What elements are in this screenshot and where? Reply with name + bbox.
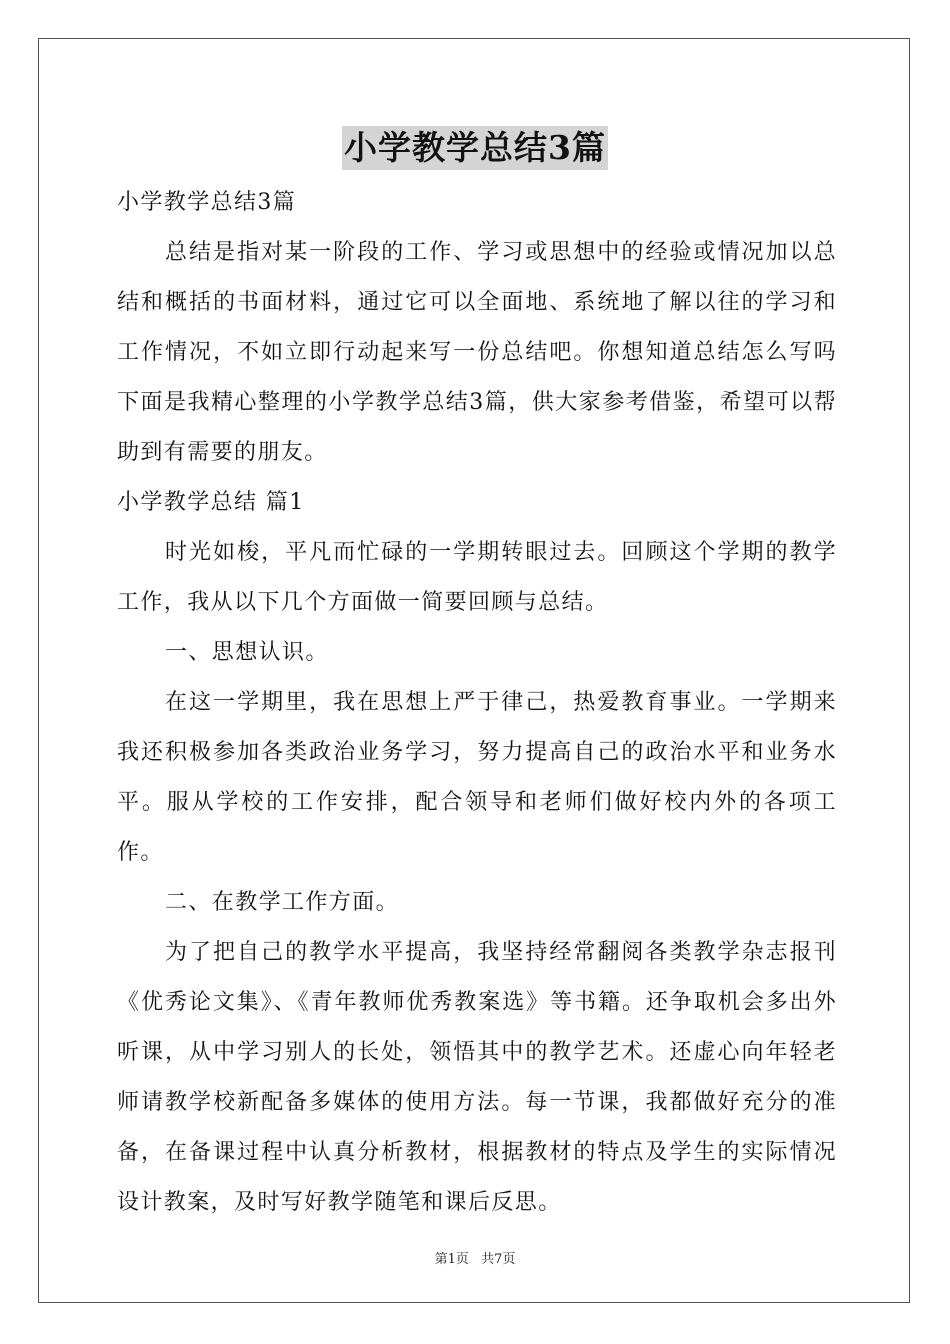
- paragraph-ideology: 在这一学期里，我在思想上严于律己，热爱教育事业。一学期来我还积极参加各类政治业务学习，努力提高自己的政治水平和业务水平。服从学校的工作安排，配合领导和老师们做好校内外的各项工作。: [117, 690, 837, 865]
- document-subtitle: 小学教学总结3篇: [117, 190, 297, 215]
- section-heading-ideology: 一、思想认识。: [165, 640, 329, 665]
- section-heading-teaching: 二、在教学工作方面。: [165, 890, 400, 915]
- page-footer: [0, 1248, 950, 1267]
- title-container: [0, 126, 950, 170]
- paragraph-teaching: 为了把自己的教学水平提高，我坚持经常翻阅各类教学杂志报刊《优秀论文集》、《青年教师优秀教案选》等书籍。还争取机会多出外听课，从中学习别人的长处，领悟其中的教学艺术。还虚心向年轻老师请教学校新配备多媒体的使用方法。每一节课，我都做好充分的准备，在备课过程中认真分析教材，根据教材的特点及学生的实际情况设计教案，及时写好教学随笔和课后反思。: [117, 940, 837, 1215]
- paragraph-intro: 总结是指对某一阶段的工作、学习或思想中的经验或情况加以总结和概括的书面材料，通过它可以全面地、系统地了解以往的学习和工作情况，不如立即行动起来写一份总结吧。你想知道总结怎么写吗下面是我精心整理的小学教学总结3篇，供大家参考借鉴，希望可以帮助到有需要的朋友。: [117, 240, 837, 465]
- section-heading-part1: 小学教学总结 篇1: [117, 490, 305, 515]
- paragraph-opening: 时光如梭，平凡而忙碌的一学期转眼过去。回顾这个学期的教学工作，我从以下几个方面做一简要回顾与总结。: [117, 540, 837, 615]
- page-number: 第1页: [434, 1252, 469, 1267]
- page-total: 共7页: [481, 1252, 516, 1267]
- document-body: [117, 178, 837, 1228]
- document-title: 小学教学总结3篇: [342, 126, 608, 170]
